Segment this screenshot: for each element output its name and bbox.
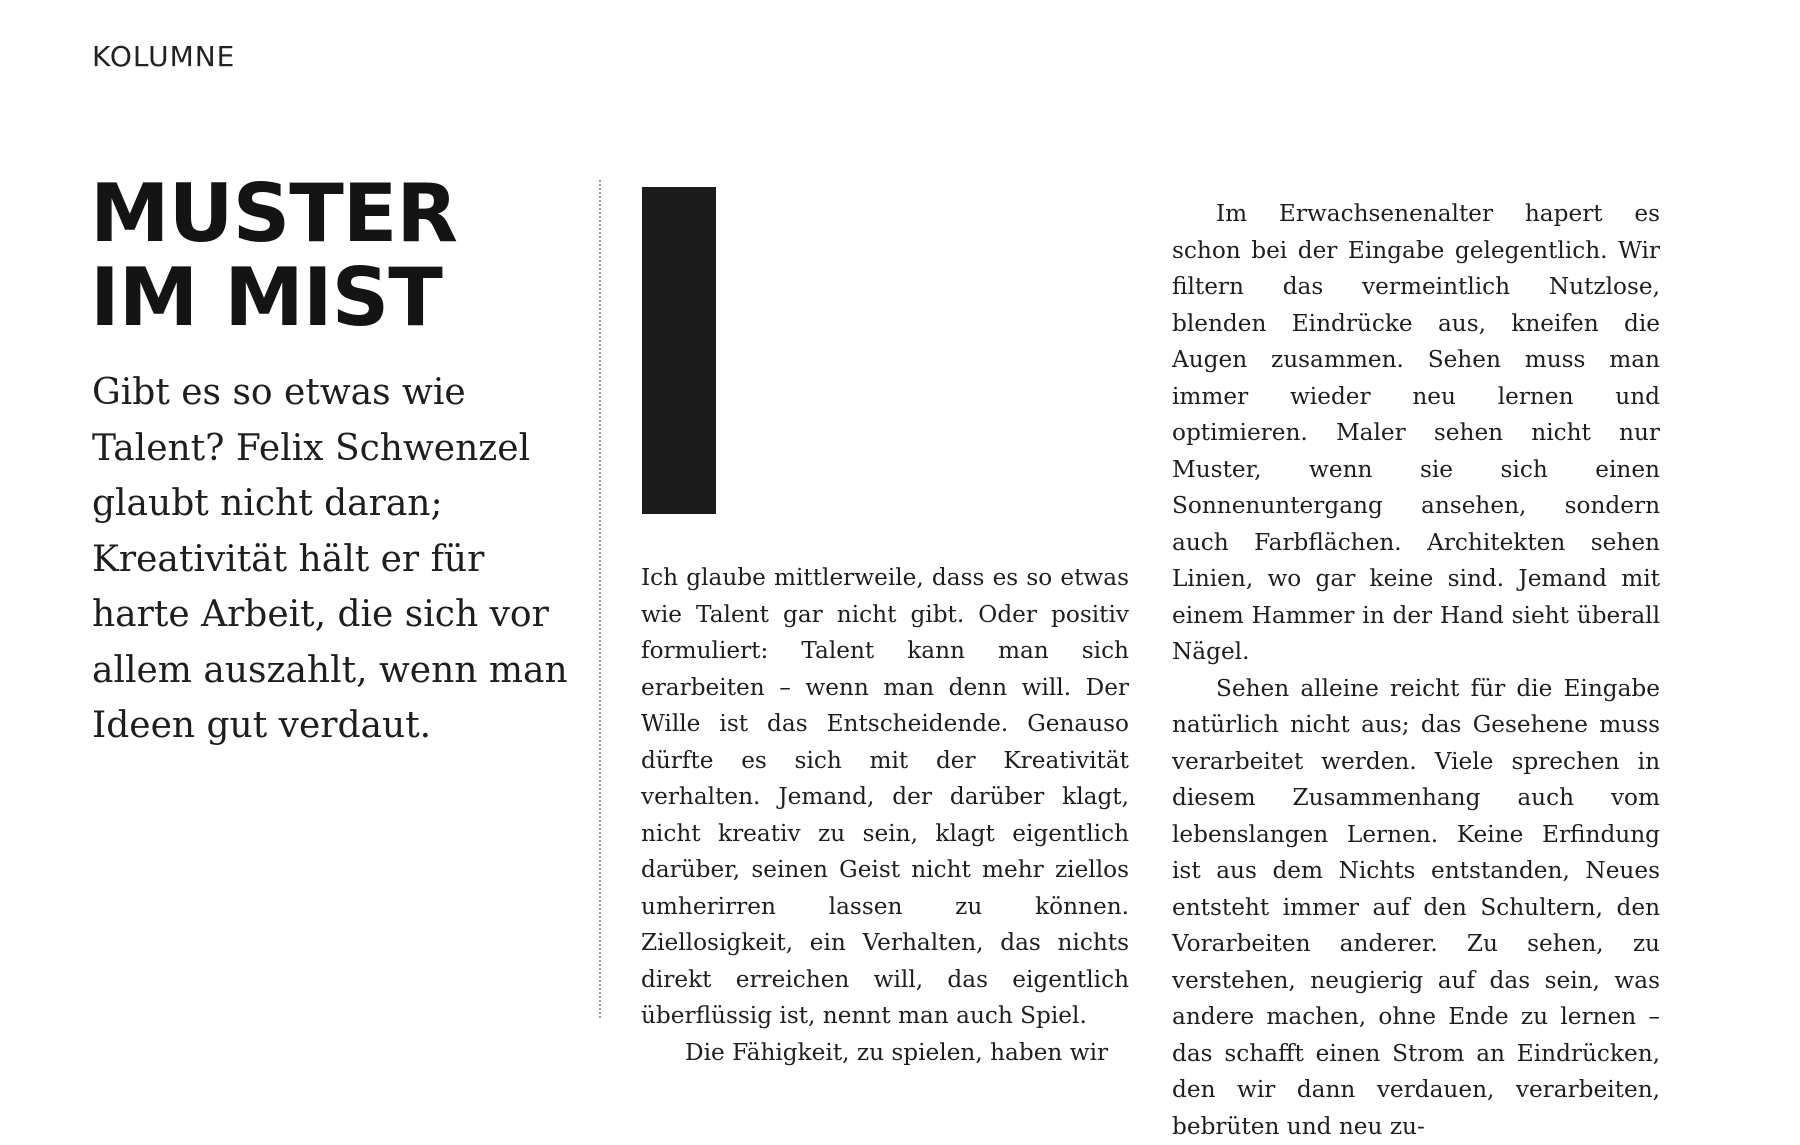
headline: MUSTER IM MIST bbox=[90, 172, 590, 340]
body-paragraph: Sehen alleine reicht für die Eingabe natürlich nicht aus; das Gesehene muss verarbeitet werden. Viele sprechen in diesem Zusammenhang auch vom lebenslangen Lernen. Keine Erfindung ist aus dem Nichts entstanden, Neues entsteht immer auf den Schultern, den Vorarbeiten anderer. Zu sehen, zu verstehen, neugierig auf das sein, was andere machen, ohne Ende zu lernen – das schafft einen Strom an Eindrücken, den wir dann verdauen, verarbeiten, bebrüten und neu zu- bbox=[1172, 671, 1660, 1145]
body-column-right bbox=[1172, 196, 1660, 1145]
lede: Gibt es so etwas wie Talent? Felix Schwenzel glaubt nicht daran; Kreativität hält er für harte Arbeit, die sich vor allem auszahlt, wenn man Ideen gut verdaut. bbox=[92, 365, 592, 754]
column-divider bbox=[599, 180, 601, 1018]
body-paragraph: Im Erwachsenenalter hapert es schon bei der Eingabe gelegentlich. Wir filtern das vermeintlich Nutzlose, blenden Eindrücke aus, kneifen die Augen zusammen. Sehen muss man immer wieder neu lernen und optimieren. Maler sehen nicht nur Muster, wenn sie sich einen Sonnenuntergang ansehen, sondern auch Farbflächen. Architekten sehen Linien, wo gar keine sind. Jemand mit einem Hammer in der Hand sieht überall Nägel. bbox=[1172, 196, 1660, 671]
section-label: KOLUMNE bbox=[92, 40, 235, 73]
initial-letter-bar bbox=[642, 187, 716, 514]
body-paragraph: Ich glaube mittlerweile, dass es so etwas wie Talent gar nicht gibt. Oder positiv formuliert: Talent kann man sich erarbeiten – wenn man denn will. Der Wille ist das Entscheidende. Genauso dürfte es sich mit der Kreativität verhalten. Jemand, der darüber klagt, nicht kreativ zu sein, klagt eigentlich darüber, seinen Geist nicht mehr ziellos umherirren lassen zu können. Ziellosigkeit, ein Verhalten, das nichts direkt erreichen will, das eigentlich überflüssig ist, nennt man auch Spiel. bbox=[641, 560, 1129, 1035]
body-column-left bbox=[641, 560, 1129, 1071]
body-paragraph: Die Fähigkeit, zu spielen, haben wir bbox=[641, 1035, 1129, 1072]
